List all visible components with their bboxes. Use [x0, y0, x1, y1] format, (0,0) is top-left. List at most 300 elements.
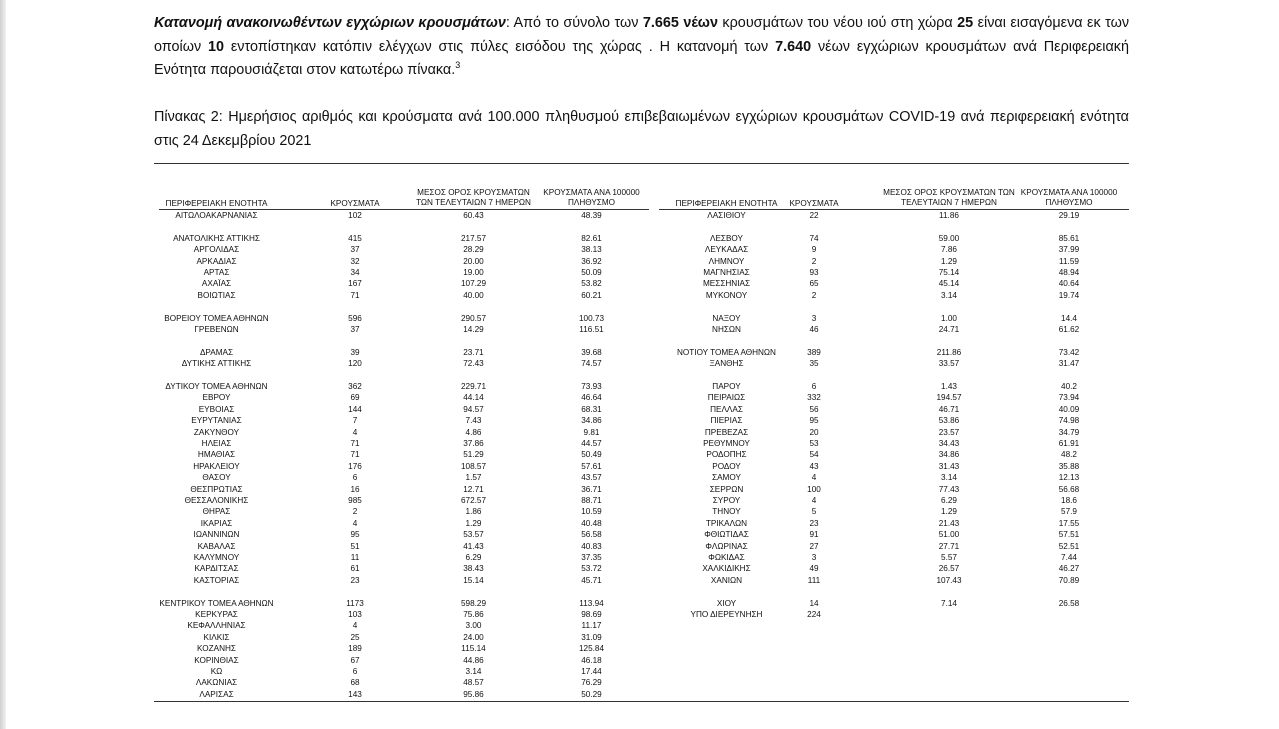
seven-day-average: 5.57 [941, 553, 957, 562]
seven-day-average: 3.14 [465, 667, 482, 676]
region-name: ΑΡΤΑΣ [203, 268, 230, 277]
cases-per-100k: 44.57 [581, 439, 602, 448]
region-name: ΦΩΚΙΔΑΣ [708, 553, 745, 562]
region-name: ΡΟΔΟΠΗΣ [706, 450, 747, 460]
table-row [154, 449, 1129, 460]
cases: 25 [350, 632, 360, 642]
cases: 67 [350, 655, 360, 665]
region-name: ΕΥΒΟΙΑΣ [198, 404, 235, 414]
seven-day-average: 51.29 [463, 450, 484, 460]
cases: 23 [809, 518, 819, 528]
cases-per-100k: 100.73 [578, 313, 605, 323]
seven-day-average: 1.00 [941, 313, 957, 323]
cases: 74 [809, 233, 819, 243]
seven-day-average: 194.57 [936, 393, 962, 403]
cases-per-100k: 52.51 [1058, 541, 1080, 551]
cases: 9 [811, 245, 817, 255]
intro-text-run: νέων εγχώριων κρουσμάτων ανά Περιφερειακή Ενότητα παρουσιάζεται στον κατωτέρω πίνακα. [154, 38, 1130, 78]
cases-per-100k: 60.21 [581, 290, 602, 300]
seven-day-average: 3.00 [465, 621, 482, 631]
seven-day-average: 1.29 [941, 507, 957, 517]
cases: 23 [350, 575, 360, 585]
cases-per-100k: 10.59 [581, 507, 602, 517]
cases-per-100k: 46.64 [581, 393, 602, 403]
region-name: ΗΜΑΘΙΑΣ [197, 450, 236, 460]
cases-per-100k: 56.58 [581, 530, 602, 540]
region-name: ΝΟΤΙΟΥ ΤΟΜΕΑ ΑΘΗΝΩΝ [677, 347, 776, 357]
cases: 362 [348, 382, 362, 391]
seven-day-average: 94.57 [463, 404, 484, 414]
region-name: ΗΡΑΚΛΕΙΟΥ [193, 461, 240, 471]
cases-per-100k: 9.81 [583, 427, 600, 437]
cases-per-100k: 46.27 [1058, 564, 1080, 574]
cases: 4 [811, 473, 817, 483]
cases-per-100k: 39.68 [581, 347, 602, 357]
cases: 102 [348, 211, 362, 220]
seven-day-average: 41.43 [463, 541, 484, 551]
cases: 43 [809, 461, 819, 471]
region-name: ΛΗΜΝΟΥ [708, 256, 745, 266]
cases: 91 [809, 530, 819, 540]
cases-per-100k: 17.44 [581, 667, 602, 676]
seven-day-average: 37.86 [463, 439, 484, 448]
region-name: ΠΙΕΡΙΑΣ [710, 416, 743, 426]
table-row [154, 415, 1129, 426]
cases: 596 [348, 313, 362, 323]
cases-per-100k: 17.55 [1058, 518, 1080, 528]
cases: 1173 [346, 598, 364, 608]
cases-per-100k: 50.29 [581, 689, 602, 699]
table-row [154, 529, 1129, 540]
table-row [154, 506, 1129, 517]
cases-per-100k: 35.88 [1058, 461, 1080, 471]
region-name: ΚΑΒΑΛΑΣ [197, 541, 236, 551]
cases: 100 [807, 484, 821, 494]
cases-per-100k: 37.35 [581, 553, 602, 562]
cases: 6 [811, 382, 817, 391]
cases: 56 [809, 404, 819, 414]
table-row [154, 495, 1129, 506]
region-name: ΕΒΡΟΥ [202, 393, 231, 403]
region-name: ΚΑΡΔΙΤΣΑΣ [194, 564, 239, 574]
seven-day-average: 1.57 [465, 473, 482, 483]
table-row [154, 643, 1129, 654]
region-name: ΔΥΤΙΚΗΣ ΑΤΤΙΚΗΣ [181, 359, 252, 369]
cases-per-100k: 61.91 [1058, 439, 1080, 448]
seven-day-average: 15.14 [463, 575, 484, 585]
cases-per-100k: 26.58 [1058, 598, 1080, 608]
cases: 189 [348, 644, 362, 654]
seven-day-average: 1.43 [941, 382, 957, 391]
intro-text-run: : Από το σύνολο των [505, 15, 643, 31]
cases-per-100k: 18.6 [1061, 496, 1077, 505]
cases: 389 [807, 347, 821, 357]
seven-day-average: 75.14 [938, 268, 960, 277]
cases: 53 [809, 439, 819, 448]
right-header-region: ΠΕΡΙΦΕΡΕΙΑΚΗ ΕΝΟΤΗΤΑ [675, 199, 778, 208]
region-name: ΔΥΤΙΚΟΥ ΤΟΜΕΑ ΑΘΗΝΩΝ [165, 382, 268, 391]
cases: 2 [352, 507, 358, 517]
seven-day-average: 53.57 [463, 530, 484, 540]
cases: 985 [348, 496, 362, 505]
cases-per-100k: 53.82 [581, 279, 602, 289]
intro-text-run: εντοπίστηκαν κατόπιν ελέγχων στις πύλες εισόδου της χώρας . Η κατανομή των [224, 38, 776, 55]
seven-day-average: 598.29 [460, 598, 487, 608]
cases-per-100k: 73.94 [1058, 393, 1080, 403]
region-name: ΚΟΡΙΝΘΙΑΣ [194, 655, 239, 665]
intro-paragraph [154, 12, 1129, 83]
region-name: ΘΕΣΣΑΛΟΝΙΚΗΣ [184, 496, 249, 505]
cases-per-100k: 82.61 [581, 233, 602, 243]
cases-per-100k: 61.62 [1058, 325, 1080, 334]
seven-day-average: 19.00 [463, 268, 484, 277]
region-name: ΠΡΕΒΕΖΑΣ [704, 427, 749, 437]
cases: 61 [350, 564, 360, 574]
seven-day-average: 20.00 [463, 256, 484, 266]
region-name: ΑΧΑΪΑΣ [201, 279, 232, 289]
seven-day-average: 6.29 [465, 553, 482, 562]
right-header-cases: ΚΡΟΥΣΜΑΤΑ [789, 199, 839, 208]
cases-per-100k: 12.13 [1058, 473, 1080, 483]
cases-per-100k: 31.47 [1058, 359, 1080, 369]
region-name: ΛΑΡΙΣΑΣ [199, 689, 234, 699]
cases-per-100k: 37.99 [1058, 245, 1080, 255]
region-name: ΠΕΛΛΑΣ [710, 404, 743, 414]
seven-day-average: 229.71 [460, 382, 487, 391]
seven-day-average: 95.86 [463, 689, 484, 699]
seven-day-average: 4.86 [465, 427, 482, 437]
region-name: ΑΝΑΤΟΛΙΚΗΣ ΑΤΤΙΚΗΣ [173, 233, 260, 243]
cases-per-100k: 40.64 [1058, 279, 1080, 289]
table-row [154, 609, 1129, 620]
cases: 51 [350, 541, 360, 551]
cases-per-100k: 74.98 [1058, 416, 1080, 426]
table-row [154, 427, 1129, 438]
region-name: ΡΟΔΟΥ [712, 461, 741, 471]
cases: 71 [350, 450, 360, 460]
cases-per-100k: 73.42 [1058, 347, 1080, 357]
intro-text-run: 25 [957, 15, 974, 31]
table-row [154, 484, 1129, 495]
cases: 2 [811, 256, 817, 266]
seven-day-average: 115.14 [461, 644, 486, 654]
cases: 34 [350, 268, 360, 277]
cases: 71 [350, 439, 360, 448]
seven-day-average: 23.57 [938, 427, 960, 437]
region-name: ΙΩΑΝΝΙΝΩΝ [193, 530, 240, 540]
seven-day-average: 7.43 [465, 416, 482, 426]
right-header-per-100k: ΚΡΟΥΣΜΑΤΑ ΑΝΑ 100000 ΠΛΗΘΥΣΜΟ [1020, 188, 1118, 207]
cases-per-100k: 29.19 [1058, 211, 1080, 220]
seven-day-average: 34.86 [938, 450, 960, 460]
region-name: ΚΕΦΑΛΛΗΝΙΑΣ [187, 621, 246, 631]
intro-text-run: κρουσμάτων του νέου ιού στη χώρα [717, 15, 958, 31]
cases: 11 [350, 553, 360, 562]
region-name: ΒΟΙΩΤΙΑΣ [197, 290, 236, 300]
left-header-7day-average: ΜΕΣΟΣ ΟΡΟΣ ΚΡΟΥΣΜΑΤΩΝ ΤΩΝ ΤΕΛΕΥΤΑΙΩΝ 7 ΗΜΕΡΩΝ [416, 188, 531, 207]
region-name: ΓΡΕΒΕΝΩΝ [194, 325, 239, 334]
cases: 111 [807, 575, 821, 585]
seven-day-average: 48.57 [463, 678, 484, 688]
right-header-7day-average: ΜΕΣΟΣ ΟΡΟΣ ΚΡΟΥΣΜΑΤΩΝ ΤΩΝ ΤΕΛΕΥΤΑΙΩΝ 7 ΗΜΕΡΩΝ [883, 188, 1015, 207]
cases: 2 [811, 290, 817, 300]
table-caption: Πίνακας 2: Ημερήσιος αριθμός και κρούσματα ανά 100.000 πληθυσμού επιβεβαιωμένων εγχώριων κρουσμάτων COVID-19 ανά περιφερειακή ενότητα στις 24 Δεκεμβρίου 2021 [154, 109, 1129, 149]
table-top-rule [154, 163, 1129, 164]
region-name: ΜΥΚΟΝΟΥ [705, 290, 748, 300]
region-name: ΘΑΣΟΥ [202, 473, 231, 483]
cases: 120 [348, 359, 362, 369]
table-row [154, 575, 1129, 586]
cases-per-100k: 40.83 [581, 541, 602, 551]
cases: 65 [809, 279, 819, 289]
region-name: ΦΛΩΡΙΝΑΣ [705, 541, 748, 551]
table-row [154, 358, 1129, 369]
table-row [154, 313, 1129, 324]
cases-per-100k: 36.71 [581, 484, 602, 494]
cases: 22 [809, 211, 819, 220]
region-name: ΚΕΡΚΥΡΑΣ [195, 610, 238, 619]
cases: 224 [807, 610, 821, 619]
region-name: ΤΡΙΚΑΛΩΝ [705, 518, 748, 528]
table-row [154, 324, 1129, 335]
page-edge-shadow [0, 0, 6, 729]
region-name: ΚΙΛΚΙΣ [203, 632, 230, 642]
cases: 4 [352, 427, 358, 437]
region-name: ΝΗΣΩΝ [712, 325, 741, 334]
cases: 415 [348, 233, 362, 243]
cases: 71 [350, 290, 360, 300]
seven-day-average: 1.86 [465, 507, 482, 517]
cases: 176 [348, 461, 362, 471]
seven-day-average: 7.14 [941, 598, 957, 608]
cases: 68 [350, 678, 360, 688]
table-row [154, 552, 1129, 563]
cases: 4 [352, 621, 358, 631]
cases: 4 [811, 496, 817, 505]
seven-day-average: 12.71 [463, 484, 484, 494]
cases: 69 [350, 393, 360, 403]
seven-day-average: 11.86 [939, 211, 959, 220]
cases: 46 [809, 325, 819, 334]
table-row [154, 210, 1129, 221]
region-name: ΑΡΚΑΔΙΑΣ [196, 256, 237, 266]
cases-per-100k: 36.92 [581, 256, 602, 266]
seven-day-average: 44.86 [463, 655, 484, 665]
cases-per-100k: 85.61 [1058, 233, 1080, 243]
region-name: ΠΑΡΟΥ [712, 382, 741, 391]
seven-day-average: 77.43 [938, 484, 960, 494]
cases-per-100k: 68.31 [581, 404, 602, 414]
region-name: ΚΑΣΤΟΡΙΑΣ [193, 575, 240, 585]
seven-day-average: 53.86 [938, 416, 960, 426]
seven-day-average: 72.43 [463, 359, 484, 369]
intro-text-run: 7.665 νέων [642, 15, 718, 31]
region-name: ΡΕΘΥΜΝΟΥ [703, 439, 750, 448]
cases: 16 [350, 484, 360, 494]
cases: 14 [809, 598, 819, 608]
seven-day-average: 1.29 [465, 518, 482, 528]
seven-day-average: 3.14 [941, 290, 957, 300]
cases-per-100k: 76.29 [581, 678, 602, 688]
seven-day-average: 59.00 [938, 233, 960, 243]
region-name: ΝΑΞΟΥ [712, 313, 741, 323]
region-name: ΑΙΤΩΛΟΑΚΑΡΝΑΝΙΑΣ [175, 211, 258, 220]
seven-day-average: 217.57 [460, 233, 487, 243]
region-name: ΒΟΡΕΙΟΥ ΤΟΜΕΑ ΑΘΗΝΩΝ [164, 313, 269, 323]
seven-day-average: 21.43 [938, 518, 960, 528]
cases-per-100k: 34.86 [581, 416, 602, 426]
seven-day-average: 3.14 [941, 473, 957, 483]
seven-day-average: 108.57 [460, 461, 487, 471]
cases: 54 [809, 450, 819, 460]
seven-day-average: 45.14 [938, 279, 960, 289]
region-name: ΖΑΚΥΝΘΟΥ [193, 427, 240, 437]
cases-per-100k: 116.51 [579, 325, 604, 334]
table-row [154, 278, 1129, 289]
cases: 103 [348, 610, 362, 619]
region-name: ΛΑΚΩΝΙΑΣ [195, 678, 238, 688]
seven-day-average: 46.71 [938, 404, 960, 414]
table-row [154, 381, 1129, 392]
cases-per-100k: 125.84 [578, 644, 605, 654]
cases-per-100k: 40.2 [1061, 382, 1077, 391]
cases: 332 [807, 393, 821, 403]
cases: 167 [348, 279, 362, 289]
region-name: ΔΡΑΜΑΣ [199, 347, 234, 357]
regional-cases-table [154, 185, 1129, 700]
seven-day-average: 672.57 [460, 496, 487, 505]
cases-per-100k: 40.09 [1058, 404, 1080, 414]
region-name: ΞΑΝΘΗΣ [709, 359, 744, 369]
seven-day-average: 211.86 [936, 347, 962, 357]
seven-day-average: 7.86 [941, 245, 957, 255]
seven-day-average: 26.57 [938, 564, 960, 574]
left-header-region: ΠΕΡΙΦΕΡΕΙΑΚΗ ΕΝΟΤΗΤΑ [165, 199, 268, 208]
cases-per-100k: 50.49 [581, 450, 602, 460]
cases: 143 [348, 689, 362, 699]
cases-per-100k: 74.57 [581, 359, 602, 369]
region-name: ΜΕΣΣΗΝΙΑΣ [702, 279, 751, 289]
cases: 35 [809, 359, 819, 369]
cases-per-100k: 57.61 [581, 461, 602, 471]
cases-per-100k: 38.13 [581, 245, 602, 255]
cases: 3 [811, 553, 817, 562]
left-header-per-100k: ΚΡΟΥΣΜΑΤΑ ΑΝΑ 100000 ΠΛΗΘΥΣΜΟ [543, 188, 640, 207]
table-row [154, 620, 1129, 631]
region-name: ΧΙΟΥ [716, 598, 737, 608]
table-row [154, 290, 1129, 301]
seven-day-average: 33.57 [938, 359, 960, 369]
table-row [154, 677, 1129, 688]
region-name: ΠΕΙΡΑΙΩΣ [707, 393, 746, 403]
seven-day-average: 23.71 [463, 347, 484, 357]
table-row [154, 267, 1129, 278]
region-name: ΛΕΣΒΟΥ [709, 233, 744, 243]
table-bottom-rule [154, 701, 1129, 702]
seven-day-average: 107.43 [936, 575, 962, 585]
table-row [154, 655, 1129, 666]
region-name: ΚΑΛΥΜΝΟΥ [193, 553, 240, 562]
cases-per-100k: 14.4 [1061, 313, 1077, 323]
intro-text-run: 10 [208, 38, 225, 55]
seven-day-average: 75.86 [463, 610, 484, 619]
seven-day-average: 51.00 [938, 530, 960, 540]
region-name: ΕΥΡΥΤΑΝΙΑΣ [191, 416, 242, 426]
region-name: ΥΠΟ ΔΙΕΡΕΥΝΗΣΗ [690, 610, 763, 619]
seven-day-average: 31.43 [938, 461, 960, 471]
cases-per-100k: 73.93 [581, 382, 602, 391]
cases: 5 [811, 507, 817, 517]
seven-day-average: 24.00 [463, 632, 484, 642]
seven-day-average: 6.29 [941, 496, 957, 505]
region-name: ΣΑΜΟΥ [712, 473, 741, 483]
cases: 20 [809, 427, 819, 437]
region-name: ΛΕΥΚΑΔΑΣ [704, 245, 749, 255]
cases: 39 [350, 347, 360, 357]
table-row [154, 472, 1129, 483]
region-name: ΙΚΑΡΙΑΣ [200, 518, 233, 528]
table-row [154, 256, 1129, 267]
cases: 49 [809, 564, 819, 574]
table-row [154, 233, 1129, 244]
table-row [154, 563, 1129, 574]
seven-day-average: 60.43 [463, 211, 484, 220]
table-row [154, 404, 1129, 415]
region-name: ΚΟΖΑΝΗΣ [197, 644, 236, 654]
cases-per-100k: 43.57 [581, 473, 602, 483]
seven-day-average: 34.43 [938, 439, 960, 448]
cases-per-100k: 56.68 [1058, 484, 1080, 494]
cases: 7 [352, 416, 358, 426]
table-row [154, 689, 1129, 700]
region-name: ΘΕΣΠΡΩΤΙΑΣ [190, 484, 243, 494]
seven-day-average: 28.29 [463, 245, 484, 255]
table-row [154, 598, 1129, 609]
seven-day-average: 44.14 [463, 393, 484, 403]
seven-day-average: 38.43 [463, 564, 484, 574]
intro-text-run: 7.640 [775, 38, 812, 55]
seven-day-average: 40.00 [463, 290, 484, 300]
intro-text-run: Κατανομή ανακοινωθέντων εγχώριων κρουσμάτων [154, 15, 506, 31]
cases: 32 [350, 256, 360, 266]
region-name: ΚΩ [210, 667, 223, 676]
seven-day-average: 14.29 [463, 325, 484, 334]
cases-per-100k: 46.18 [581, 655, 602, 665]
region-name: ΜΑΓΝΗΣΙΑΣ [703, 268, 750, 277]
seven-day-average: 290.57 [460, 313, 487, 323]
cases-per-100k: 48.2 [1061, 450, 1077, 460]
table-row [154, 632, 1129, 643]
region-name: ΚΕΝΤΡΙΚΟΥ ΤΟΜΕΑ ΑΘΗΝΩΝ [159, 598, 274, 608]
region-name: ΗΛΕΙΑΣ [201, 439, 232, 448]
cases-per-100k: 19.74 [1058, 290, 1080, 300]
intro-text-run: είναι εισαγόμενα εκ των οποίων [154, 15, 1130, 55]
region-name: ΛΑΣΙΘΙΟΥ [707, 211, 746, 220]
region-name: ΧΑΛΚΙΔΙΚΗΣ [702, 564, 751, 574]
cases: 95 [809, 416, 819, 426]
cases-per-100k: 11.17 [581, 621, 602, 631]
table-row [154, 518, 1129, 529]
cases-per-100k: 57.51 [1058, 530, 1080, 540]
cases-per-100k: 48.94 [1058, 268, 1080, 277]
region-name: ΧΑΝΙΩΝ [710, 575, 743, 585]
cases-per-100k: 40.48 [581, 518, 602, 528]
left-header-cases: ΚΡΟΥΣΜΑΤΑ [330, 199, 380, 208]
cases-per-100k: 11.59 [1059, 256, 1079, 266]
footnote-marker: 3 [455, 60, 461, 71]
cases-per-100k: 45.71 [581, 575, 602, 585]
table-row [154, 541, 1129, 552]
